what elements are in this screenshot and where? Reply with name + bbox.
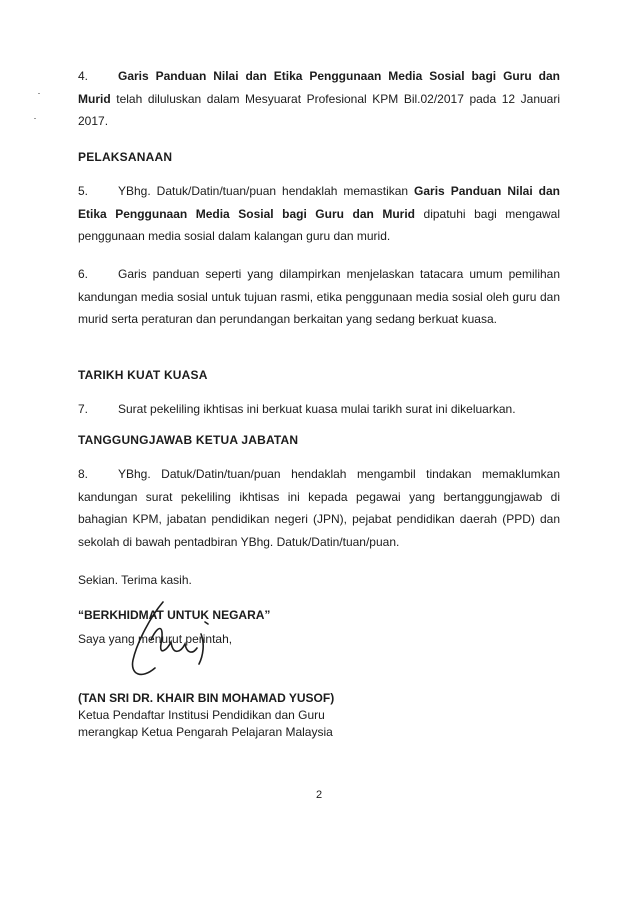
signatory-title: merangkap Ketua Pengarah Pelajaran Malaysia [78,725,333,739]
handwritten-signature [105,598,245,688]
paragraph-text: YBhg. Datuk/Datin/tuan/puan hendaklah memastikan [118,184,415,198]
heading-pelaksanaan: PELAKSANAAN [78,150,173,164]
signatory-name: (TAN SRI DR. KHAIR BIN MOHAMAD YUSOF) [78,691,335,705]
signatory-title: Ketua Pendaftar Institusi Pendidikan dan Guru [78,708,325,722]
paragraph-text: telah diluluskan dalam Mesyuarat Profesional KPM Bil.02/2017 pada 12 Januari 2017. [78,91,560,128]
scan-mark [34,118,36,119]
paragraph-4 [78,65,560,133]
paragraph-text: dipatuhi bagi mengawal penggunaan media sosial dalam kalangan guru dan murid. [78,206,560,243]
heading-tarikh-kuat-kuasa: TARIKH KUAT KUASA [78,368,208,382]
paragraph-number: 5. [78,184,89,198]
paragraph-bold-title: Garis Panduan Nilai dan Etika Penggunaan Media Sosial bagi Guru dan Murid [78,69,560,106]
paragraph-number: 4. [78,69,89,83]
page-number: 2 [315,789,323,801]
paragraph-number: 8. [78,467,89,481]
paragraph-5 [78,180,560,248]
paragraph-6 [78,263,560,331]
paragraph-7 [78,398,560,421]
paragraph-text: Surat pekeliling ikhtisas ini berkuat kuasa mulai tarikh surat ini dikeluarkan. [118,402,516,416]
order-line: Saya yang menurut perintah, [78,632,233,646]
heading-tanggungjawab: TANGGUNGJAWAB KETUA JABATAN [78,433,299,447]
scan-mark [38,93,40,94]
paragraph-number: 7. [78,402,89,416]
paragraph-bold-title: Garis Panduan Nilai dan Etika Penggunaan Media Sosial bagi Guru dan Murid [78,184,560,221]
motto: “BERKHIDMAT UNTUK NEGARA” [78,608,271,622]
paragraph-text: Garis panduan seperti yang dilampirkan menjelaskan tatacara umum pemilihan kandungan media sosial untuk tujuan rasmi, etika penggunaan media sosial oleh guru dan murid serta peraturan dan perundangan berkaitan yang sedang berkuat kuasa. [78,267,560,326]
paragraph-number: 6. [78,267,89,281]
paragraph-8 [78,463,560,553]
paragraph-text: YBhg. Datuk/Datin/tuan/puan hendaklah mengambil tindakan memaklumkan kandungan surat pekeliling ikhtisas ini kepada pegawai yang bertanggungjawab di bahagian KPM, jabatan pendidikan negeri (JPN), pejabat pendidikan daerah (PPD) dan sekolah di bawah pentadbiran YBhg. Datuk/Datin/tuan/puan. [78,467,560,549]
closing-text: Sekian. Terima kasih. [78,573,192,587]
